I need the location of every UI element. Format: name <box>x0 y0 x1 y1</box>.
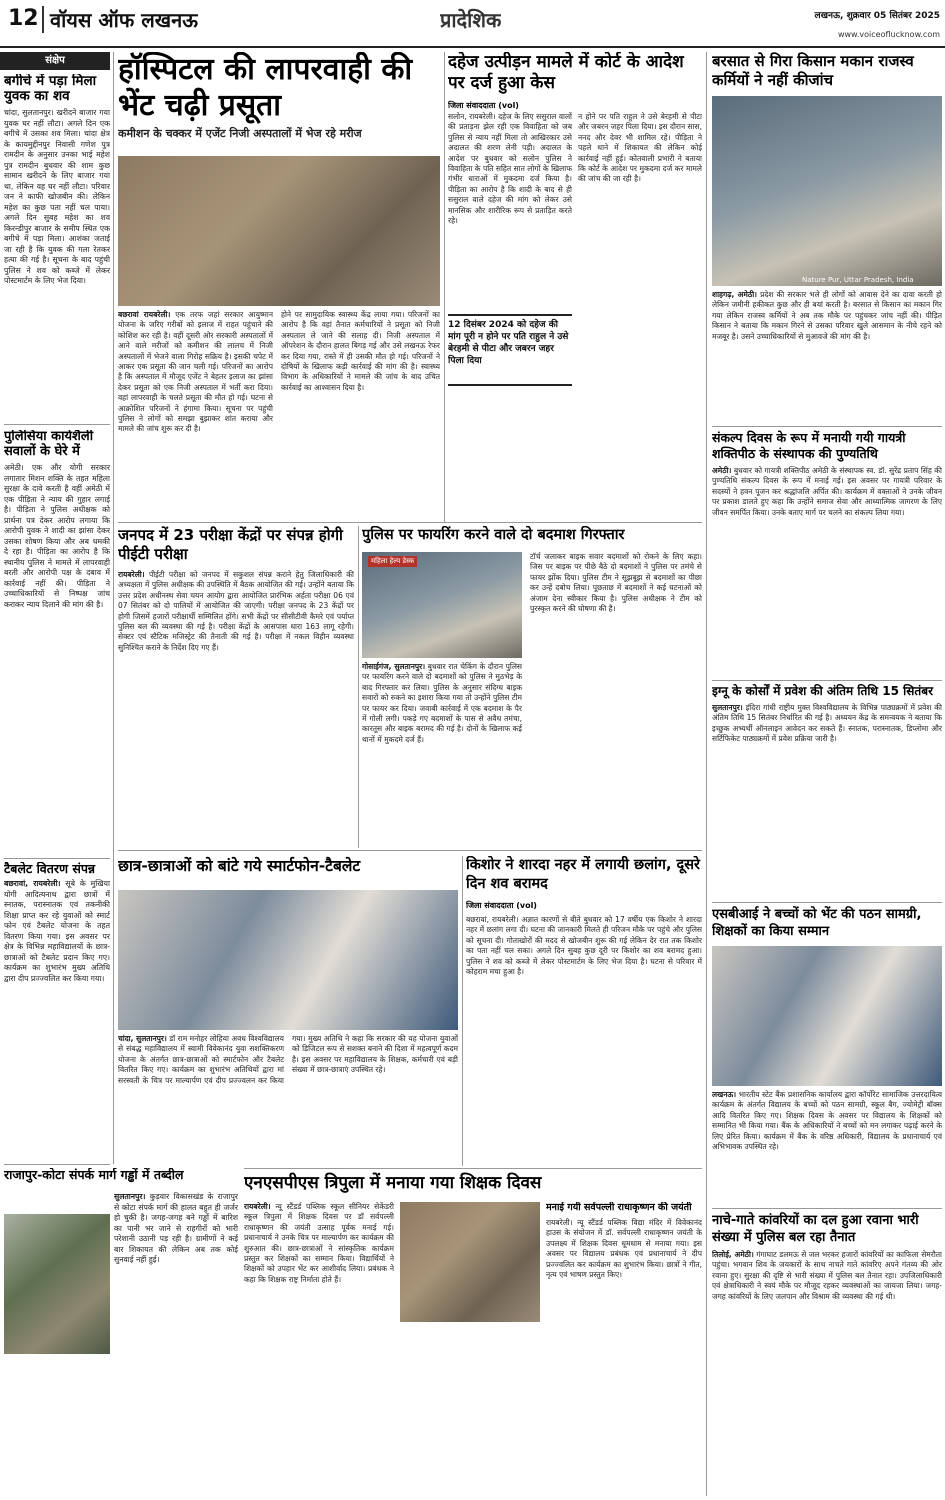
headline: एनएसपीएस त्रिपुला में मनाया गया शिक्षक दिवस <box>244 1173 542 1193</box>
exam-story <box>118 526 354 846</box>
story-text: सूबे के मुखिया योगी आदित्यनाथ द्वारा छात्रों में स्नातक, परास्नातक एवं तकनीकी शिक्षा प्राप्त कर रहे युवाओं को स्मार्ट फोन एवं टैबलेट योजना के तहत वितरण किया गया। इस अवसर पर क्षेत्र के विभिन्न महाविद्यालयों के छात्र-छात्राओं को टैबलेट प्रदान किए गए। कार्यक्रम का शुभारंभ मुख्य अतिथि द्वारा दीप प्रज्ज्वलित कर किया गया। <box>4 879 110 983</box>
byline: जिला संवाददाता (vol) <box>448 101 519 110</box>
headline: इग्नू के कोर्सों में प्रवेश की अंतिम तिथि 15 सितंबर <box>712 684 933 698</box>
kanwar-story <box>712 1212 942 1496</box>
headline: बरसात से गिरा किसान मकान राजस्व कर्मियों ने नहीं कीजांच <box>712 52 914 89</box>
lead-photo <box>118 156 440 306</box>
byline: सुलतानपुर। <box>114 1192 146 1201</box>
headline: छात्र-छात्राओं को बांटे गये स्मार्टफोन-टैबलेट <box>118 857 361 875</box>
canal-story <box>466 856 702 1166</box>
pull-quote: 12 दिसंबर 2024 को दहेज की मांग पूरी न होने पर पति राहुल ने उसे बेरहमी से पीटा और जबरन जहर पिला दिया <box>448 314 572 386</box>
masthead <box>0 0 945 48</box>
photo-credit: Nature Pur, Uttar Pradesh, India <box>802 276 914 284</box>
firing-story <box>362 526 702 846</box>
story-text: इंदिरा गांधी राष्ट्रीय मुक्त विश्वविद्यालय के विभिन्न पाठ्यक्रमों में प्रवेश की अंतिम तिथि 15 सितंबर निर्धारित की गई है। अध्ययन केंद्र के समन्वयक ने बताया कि इच्छुक अभ्यर्थी ऑनलाइन आवेदन कर सकते हैं। स्नातक, परास्नातक, डिप्लोमा और सर्टिफिकेट पाठ्यक्रमों में प्रवेश प्रक्रिया जारी है। <box>712 703 942 744</box>
story-text: डॉ राम मनोहर लोहिया अवध विश्वविद्यालय से संबद्ध महाविद्यालय में स्वामी विवेकानंद युवा सशक्तिकरण योजना के अंतर्गत छात्र-छात्राओं को स्मार्टफोन और टैबलेट वितरित किए गए। कार्यक्रम का शुभारंभ अतिथियों द्वारा मां सरस्वती के चित्र पर माल्यार्पण एवं दीप प्रज्ज्वलन कर किया गया। मुख्य अतिथि ने कहा कि सरकार की यह योजना युवाओं को डिजिटल रूप से सशक्त बनाने की दिशा में महत्वपूर्ण कदम है। इस अवसर पर महाविद्यालय के शिक्षक, कर्मचारी एवं बड़ी संख्या में छात्र-छात्राएं उपस्थित रहे। <box>118 1034 458 1085</box>
story-text: अमेठी। एक और योगी सरकार लगातार मिशन शक्ति के तहत महिला सुरक्षा के दावे करती है वहीं अमेठी में एक पीड़िता ने न्याय की गुहार लगाई है। पीड़िता ने पुलिस अधीक्षक को प्रार्थना पत्र देकर आरोप लगाया कि आरोपी युवक ने शादी का झांसा देकर उसका शोषण किया और अब धमकी दे रहा है। पीड़िता का आरोप है कि स्थानीय पुलिस ने मामले में लापरवाही बरती और आरोपी पक्ष के दबाव में कार्रवाई नहीं की। पीड़िता ने उच्चाधिकारियों से निष्पक्ष जांच कराकर न्याय दिलाने की मांग की है। <box>4 463 110 609</box>
headline: जनपद में 23 परीक्षा केंद्रों पर संपन्न होगी पीईटी परीक्षा <box>118 526 343 563</box>
teachers-story <box>244 1172 702 1496</box>
headline: एसबीआई ने बच्चों को भेंट की पठन सामग्री, शिक्षकों का किया सम्मान <box>712 907 922 939</box>
story-text: चांदा, सुलतानपुर। खरीदने बाजार गया युवक घर नहीं लौटा। अगले दिन एक बगीचे में उसका शव मिला। चांदा क्षेत्र के कायमुद्दीनपुर निवासी गणेश पुत्र रामदीन के अनुसार उनका भाई महेश पुत्र रामदीन बुधवार की शाम कुछ सामान खरीदने के लिए बाजार गया था, लेकिन वह घर नहीं लौटा। परिवार जन ने काफी खोजबीन की। लेकिन महेश का कुछ पता नहीं चल पाया। अगले दिन सुबह महेश का शव किरन्डीपुर बाजार के समीप स्थित एक बगीचे में पड़ा मिला। आशंका जताई जा रही है कि युवक की गला रेतकर हत्या की गई है। सूचना के बाद पहुंची पुलिस ने शव को कब्जे में लेकर पोस्टमार्टम के लिए भेज दिया। <box>4 108 110 286</box>
byline: चांदा, सुलतानपुर। <box>118 1034 167 1043</box>
ignou-story <box>712 684 942 900</box>
story-text: एक तरफ जहां सरकार आयुष्मान योजना के जरिए गरीबों को इलाज में राहत पहुंचाने की कोशिश कर रही है। वहीं दूसरी ओर सरकारी अस्पतालों में आने वाले मरीजों को कमीशन की लालच में निजी अस्पतालों में भेजने वाला गिरोह सक्रिय है। इसकी चपेट में आकर एक प्रसूता की जान चली गई। परिजनों का आरोप है कि अस्पताल में मौजूद एजेंट ने बेहतर इलाज का झांसा देकर प्रसूता को एक निजी अस्पताल में भर्ती करा दिया। वहां लापरवाही के चलते प्रसूता की मौत हो गई। घटना से आक्रोशित परिजनों ने हंगामा किया। सूचना पर पहुंची पुलिस ने लोगों को समझा बुझाकर शांत कराया और मामले की जांच शुरू कर दी है। <box>118 310 273 434</box>
story-text: प्रदेश की सरकार भले ही लोगों को आवास देने का दावा करती हो लेकिन जमीनी हकीकत कुछ और ही बयां करती है। बरसात से किसान का मकान गिर गया लेकिन राजस्व कर्मियों ने अब तक मौके पर पहुंचकर जांच नहीं की। पीड़ित किसान ने बताया कि मकान गिरने से उसका परिवार खुले आसमान के नीचे रहने को मजबूर है। उसने उच्चाधिकारियों से मुआवजे की मांग की है। <box>712 290 942 341</box>
headline: टैबलेट वितरण संपन्न <box>4 862 96 876</box>
byline: रायबरेली। <box>118 570 145 579</box>
students-photo <box>118 890 458 1030</box>
headline: किशोर ने शारदा नहर में लगायी छलांग, दूसरे दिन शव बरामद <box>466 857 700 892</box>
website: www.voiceoflucknow.com <box>837 30 940 39</box>
lead-subheadline: कमीशन के चक्कर में एजेंट निजी अस्पतालों में भेज रहे मरीज <box>118 127 362 140</box>
byline: लखनऊ। <box>712 1090 737 1099</box>
byline: सुलतानपुर। <box>712 703 743 712</box>
byline: रायबरेली। <box>244 1202 271 1211</box>
page-number: 12 <box>8 6 39 31</box>
story-text: गंगाघाट डलमऊ से जल भरकर हजारों कांवरियों का काफिला सेमरौता पहुंचा। भगवान शिव के जयकारों के साथ नाचते गाते कांवरिए अपने गंतव्य की ओर रवाना हुए। सुरक्षा की दृष्टि से भारी संख्या में पुलिस बल तैनात रहा। उपजिलाधिकारी एवं क्षेत्राधिकारी ने स्वयं मौके पर मौजूद रहकर व्यवस्थाओं का जायजा लिया। जगह-जगह कांवरियों के लिए जलपान और विश्राम की व्यवस्था की गई थी। <box>712 1250 942 1301</box>
section-title: प्रादेशिक <box>440 8 502 32</box>
flood-photo <box>712 96 942 286</box>
story-text-2: न होने पर पति राहुल ने उसे बेरहमी से पीटा और जबरन जहर पिला दिया। इस दौरान सास, ननद और देवर भी शामिल रहे। पीड़िता ने पहले थाने में शिकायत की लेकिन कोई कार्रवाई नहीं हुई। कोतवाली प्रभारी ने बताया कि कोर्ट के आदेश पर मुकदमा दर्ज कर मामले की जांच की जा रही है। <box>578 112 702 184</box>
teachers-photo <box>400 1202 540 1322</box>
headline: नाचे-गाते कांवरियों का दल हुआ रवाना भारी संख्या में पुलिस बल रहा तैनात <box>712 1213 919 1245</box>
brief-story-3 <box>4 862 110 1162</box>
lead-story <box>118 52 440 520</box>
byline: बछरावां, रायबरेली। <box>4 879 61 888</box>
story-text-2: रायबरेली। न्यू स्टैंडर्ड पब्लिक विद्या मंदिर में विवेकानंद हाउस के संयोजन में डॉ. सर्वपल्ली राधाकृष्णन जयंती के उपलक्ष्य में शिक्षक दिवस धूमधाम से मनाया गया। इस अवसर पर विद्यालय प्रबंधक एवं प्रधानाचार्य ने दीप प्रज्ज्वलित कर कार्यक्रम का शुभारंभ किया। छात्रों ने गीत, नृत्य एवं भाषण प्रस्तुत किए। <box>546 1218 702 1280</box>
shop-sign: महिला हेल्प डेस्क <box>368 556 417 567</box>
story-text: सलोन, रायबरेली। दहेज के लिए ससुराल वालों की प्रताड़ना झेल रही एक विवाहिता को जब पुलिस से न्याय नहीं मिला तो आखिरकार उसे अदालत की शरण लेनी पड़ी। अदालत के आदेश पर बुधवार को सलोन पुलिस ने विवाहिता के पति सहित सात लोगों के खिलाफ गंभीर धाराओं में मुकदमा दर्ज किया है। पीड़िता का आरोप है कि शादी के बाद से ही ससुराल वाले दहेज की मांग को लेकर उसे मानसिक और शारीरिक रूप से प्रताड़ित करते रहे। <box>448 112 572 226</box>
brief-story-2 <box>4 430 110 855</box>
police-photo <box>362 552 522 658</box>
paper-name: वॉयस ऑफ लखनऊ <box>42 6 198 33</box>
sbi-story <box>712 906 942 1206</box>
story-text: बुधवार रात चेकिंग के दौरान पुलिस पर फायरिंग करने वाले दो बदमाशों को पुलिस ने मुठभेड़ के बाद गिरफ्तार कर लिया। पुलिस के अनुसार संदिग्ध बाइक सवारों को रुकने का इशारा किया गया तो उन्होंने पुलिस टीम पर फायर कर दिया। जवाबी कार्रवाई में एक बदमाश के पैर में गोली लगी। पकड़े गए बदमाशों के पास से अवैध तमंचा, कारतूस और बाइक बरामद की गई है। दोनों के खिलाफ कई थानों में मुकदमे दर्ज हैं। <box>362 662 522 744</box>
story-text: कुड़वार विकासखंड के राजापुर से कोटा संपर्क मार्ग की हालत बहुत ही जर्जर हो चुकी है। जगह-जगह बने गड्ढों में बारिश का पानी भर जाने से राहगीरों को भारी परेशानी उठानी पड़ रही है। ग्रामीणों ने कई बार शिकायत की लेकिन अब तक कोई सुनवाई नहीं हुई। <box>114 1192 238 1264</box>
phones-story <box>118 856 458 1166</box>
byline: शाहगढ़, अमेठी। <box>712 290 757 299</box>
headline: राजापुर-कोटा संपर्क मार्ग गड्ढों में तब्दील <box>4 1168 184 1182</box>
flood-story <box>712 52 942 424</box>
story-text: भारतीय स्टेट बैंक प्रशासनिक कार्यालय द्वारा कॉर्पोरेट सामाजिक उत्तरदायित्व कार्यक्रम के अंतर्गत विद्यालय के बच्चों को पठन सामग्री, स्कूल बैग, ज्योमेट्री बॉक्स आदि वितरित किए गए। शिक्षक दिवस के अवसर पर विद्यालय के शिक्षकों को सम्मानित भी किया गया। बैंक के अधिकारियों ने बच्चों को मन लगाकर पढ़ाई करने के लिए प्रेरित किया। कार्यक्रम में बैंक के वरिष्ठ अधिकारी, विद्यालय के प्रधानाचार्य एवं अभिभावक उपस्थित रहे। <box>712 1090 942 1152</box>
byline: गोसाईगंज, सुलतानपुर। <box>362 662 426 671</box>
story-text: न्यू स्टैंडर्ड पब्लिक स्कूल सीनियर सेकेंडरी स्कूल त्रिपुला में शिक्षक दिवस पर डॉ सर्वपल्ली राधाकृष्णन की जयंती उत्साह पूर्वक मनाई गई। प्रधानाचार्य ने उनके चित्र पर माल्यार्पण कर कार्यक्रम की शुरुआत की। छात्र-छात्राओं ने सांस्कृतिक कार्यक्रम प्रस्तुत कर शिक्षकों का सम्मान किया। विद्यार्थियों ने शिक्षकों को उपहार भेंट कर आशीर्वाद लिया। प्रबंधक ने कहा कि शिक्षक राष्ट्र निर्माता होते हैं। <box>244 1202 394 1284</box>
dateline: लखनऊ, शुक्रवार 05 सितंबर 2025 <box>814 11 940 21</box>
story-text-2: टॉर्च जलाकर बाइक सवार बदमाशों को रोकने के लिए कहा। जिस पर बाइक पर पीछे बैठे दो बदमाशों ने पुलिस पर तमंचे से फायर झोंक दिया। पुलिस टीम ने सूझबूझ से बदमाशों का पीछा कर उन्हें दबोच लिया। पूछताछ में बदमाशों ने कई घटनाओं को अंजाम देना स्वीकार किया है। पुलिस अधीक्षक ने टीम को पुरस्कृत करने की घोषणा की है। <box>530 552 702 614</box>
brief-story-1 <box>4 74 110 420</box>
headline: बगीचे में पड़ा मिला युवक का शव <box>4 74 97 105</box>
headline: संकल्प दिवस के रूप में मनायी गयी गायत्री शक्तिपीठ के संस्थापक की पुण्यतिथि <box>712 430 906 461</box>
subheadline: मनाई गयी सर्वपल्ली राधाकृष्णन की जयंती <box>546 1202 692 1213</box>
brief-label: संक्षेप <box>0 52 110 70</box>
dowry-story <box>448 52 702 502</box>
byline: अमेठी। <box>712 466 732 475</box>
road-photo <box>4 1214 110 1354</box>
story-text: बछरावां, रायबरेली। अज्ञात कारणों से बीते बुधवार को 17 वर्षीय एक किशोर ने शारदा नहर में छलांग लगा दी। घटना की जानकारी मिलते ही परिजन मौके पर पहुंचे और पुलिस को सूचना दी। गोताखोरों की मदद से खोजबीन शुरू की गई लेकिन देर रात तक किशोर का पता नहीं चल सका। अगले दिन सुबह कुछ दूरी पर किशोर का शव बरामद हुआ। पुलिस ने शव को कब्जे में लेकर पोस्टमार्टम के लिए भेज दिया है। घटना से परिवार में कोहराम मचा हुआ है। <box>466 915 702 977</box>
story-text: बुधवार को गायत्री शक्तिपीठ अमेठी के संस्थापक स्व. डॉ. सुरेंद्र प्रताप सिंह की पुण्यतिथि संकल्प दिवस के रूप में मनाई गई। इस अवसर पर गायत्री परिवार के सदस्यों ने हवन पूजन कर श्रद्धांजलि अर्पित की। कार्यक्रम में वक्ताओं ने उनके जीवन पर प्रकाश डालते हुए कहा कि उन्होंने समाज सेवा और आध्यात्मिक जागरण के लिए जीवन समर्पित किया। उनके बताए मार्ग पर चलने का संकल्प लिया गया। <box>712 466 942 517</box>
headline: पुलिसिया कार्यशैली सवालों के घेरे में <box>4 430 94 459</box>
gayatri-story <box>712 430 942 678</box>
byline: बछरावां रायबरेली। <box>118 310 171 319</box>
headline: पुलिस पर फायरिंग करने वाले दो बदमाश गिरफ्तार <box>362 527 625 543</box>
byline: जिला संवाददाता (vol) <box>466 901 537 910</box>
headline: दहेज उत्पीड़न मामले में कोर्ट के आदेश पर दर्ज हुआ केस <box>448 52 684 93</box>
story-text: पीईटी परीक्षा को जनपद में सकुशल संपन्न कराने हेतु जिलाधिकारी की अध्यक्षता में पुलिस अधीक्षक की उपस्थिति में बैठक आयोजित की गई। उन्होंने बताया कि उत्तर प्रदेश अधीनस्थ सेवा चयन आयोग द्वारा आयोजित प्रारंभिक अर्हता परीक्षा 06 एवं 07 सितंबर को दो पालियों में आयोजित की जाएगी। परीक्षा जनपद के 23 केंद्रों पर होगी जिसमें हजारों परीक्षार्थी सम्मिलित होंगे। सभी केंद्रों पर सीसीटीवी कैमरे एवं पर्याप्त पुलिस बल की व्यवस्था की गई है। परीक्षा केंद्रों के आसपास धारा 163 लागू रहेगी। सेक्टर एवं स्टैटिक मजिस्ट्रेट की तैनाती की गई है। परीक्षा में नकल विहीन व्यवस्था सुनिश्चित कराने के निर्देश दिए गए हैं। <box>118 570 354 652</box>
lead-headline: हॉस्पिटल की लापरवाही की भेंट चढ़ी प्रसूता <box>118 52 413 123</box>
sbi-photo <box>712 946 942 1086</box>
byline: तिलोई, अमेठी। <box>712 1250 754 1259</box>
brief-story-4 <box>4 1168 240 1496</box>
story-text-2: होने पर सामुदायिक स्वास्थ्य केंद्र लाया गया। परिजनों का आरोप है कि वहां तैनात कर्मचारियों ने प्रसूता को निजी अस्पताल ले जाने की सलाह दी। निजी अस्पताल में ऑपरेशन के दौरान हालत बिगड़ गई और उसे लखनऊ रेफर कर दिया गया, रास्ते में ही उसकी मौत हो गई। परिजनों ने दोषियों के खिलाफ कड़ी कार्रवाई की मांग की है। स्वास्थ्य विभाग के अधिकारियों ने मामले की जांच के बाद उचित कार्रवाई का आश्वासन दिया है। <box>281 310 440 392</box>
